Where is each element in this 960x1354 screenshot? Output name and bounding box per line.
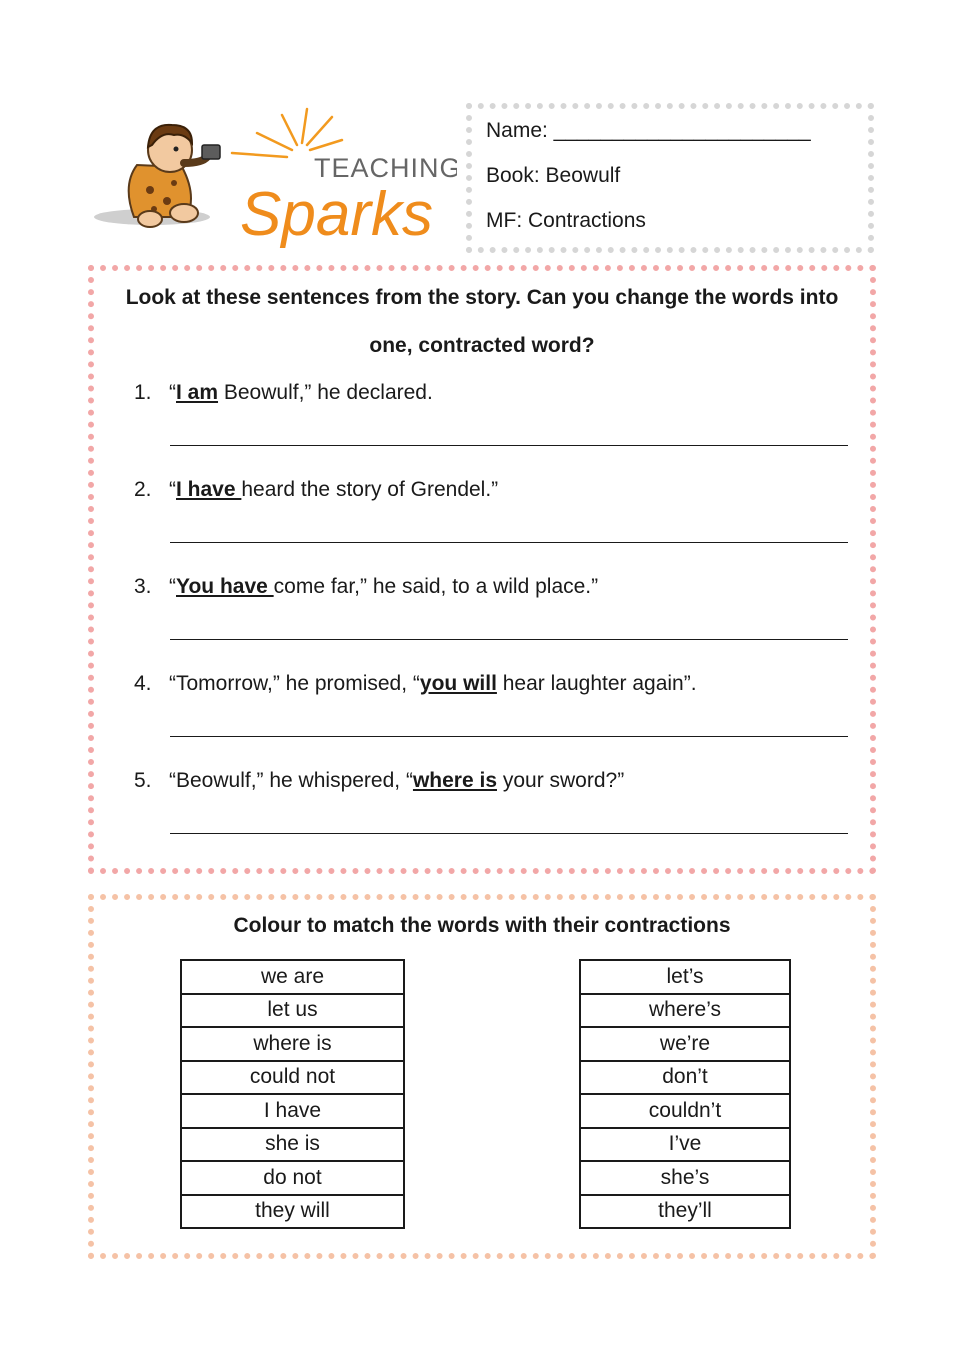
- matching-title: Colour to match the words with their contractions: [233, 914, 731, 937]
- contraction-cell[interactable]: they’ll: [580, 1195, 790, 1229]
- question-text: “You have come far,” he said, to a wild place.”: [169, 575, 599, 598]
- contraction-cell[interactable]: I’ve: [580, 1128, 790, 1162]
- underlined-words: you will: [419, 672, 497, 695]
- word-cell[interactable]: where is: [181, 1027, 404, 1061]
- mf-label: MF: Contractions: [486, 209, 646, 232]
- underlined-words: I am: [176, 381, 219, 404]
- contraction-cell[interactable]: where’s: [580, 994, 790, 1028]
- answer-line[interactable]: [170, 736, 848, 737]
- question-item: [94, 565, 870, 662]
- answer-line[interactable]: [170, 542, 848, 543]
- book-label: Book: Beowulf: [486, 164, 621, 187]
- contraction-questions-section: [88, 265, 876, 874]
- words-table: [180, 959, 405, 1229]
- contractions-table: [579, 959, 791, 1229]
- student-info-box: [466, 103, 874, 253]
- word-cell[interactable]: she is: [181, 1128, 404, 1162]
- question-item: [94, 468, 870, 565]
- underlined-words: where is: [412, 769, 497, 792]
- word-cell[interactable]: do not: [181, 1161, 404, 1195]
- question-text: “Beowulf,” he whispered, “where is your sword?”: [169, 769, 625, 792]
- question-number: 4.: [134, 672, 152, 695]
- question-text: “Tomorrow,” he promised, “you will hear laughter again”.: [169, 672, 697, 695]
- question-text: “I have heard the story of Grendel.”: [169, 478, 499, 501]
- question-item: [94, 662, 870, 759]
- contraction-cell[interactable]: we’re: [580, 1027, 790, 1061]
- word-cell[interactable]: they will: [181, 1195, 404, 1229]
- contraction-cell[interactable]: she’s: [580, 1161, 790, 1195]
- question-number: 5.: [134, 769, 152, 792]
- answer-line[interactable]: [170, 445, 848, 446]
- answer-line[interactable]: [170, 639, 848, 640]
- svg-text:TEACHING: TEACHING: [314, 153, 457, 183]
- question-item: [94, 371, 870, 468]
- contraction-cell[interactable]: couldn’t: [580, 1094, 790, 1128]
- question-number: 2.: [134, 478, 152, 501]
- question-number: 3.: [134, 575, 152, 598]
- contraction-cell[interactable]: let’s: [580, 960, 790, 994]
- question-number: 1.: [134, 381, 152, 404]
- underlined-words: I have: [176, 478, 242, 501]
- question-list: [94, 371, 870, 856]
- word-cell[interactable]: could not: [181, 1061, 404, 1095]
- answer-line[interactable]: [170, 833, 848, 834]
- instruction-text: Look at these sentences from the story. Can you change the words into one, contracted word?: [125, 286, 839, 357]
- question-text: “I am Beowulf,” he declared.: [169, 381, 433, 404]
- caveman-icon: [92, 105, 457, 250]
- svg-text:Sparks: Sparks: [240, 180, 433, 249]
- word-cell[interactable]: let us: [181, 994, 404, 1028]
- matching-section: [88, 894, 876, 1259]
- word-cell[interactable]: we are: [181, 960, 404, 994]
- contraction-cell[interactable]: don’t: [580, 1061, 790, 1095]
- teaching-sparks-logo: [92, 105, 457, 250]
- name-field[interactable]: Name: ______________________: [486, 119, 811, 142]
- question-item: [94, 759, 870, 856]
- word-cell[interactable]: I have: [181, 1094, 404, 1128]
- underlined-words: You have: [176, 575, 274, 598]
